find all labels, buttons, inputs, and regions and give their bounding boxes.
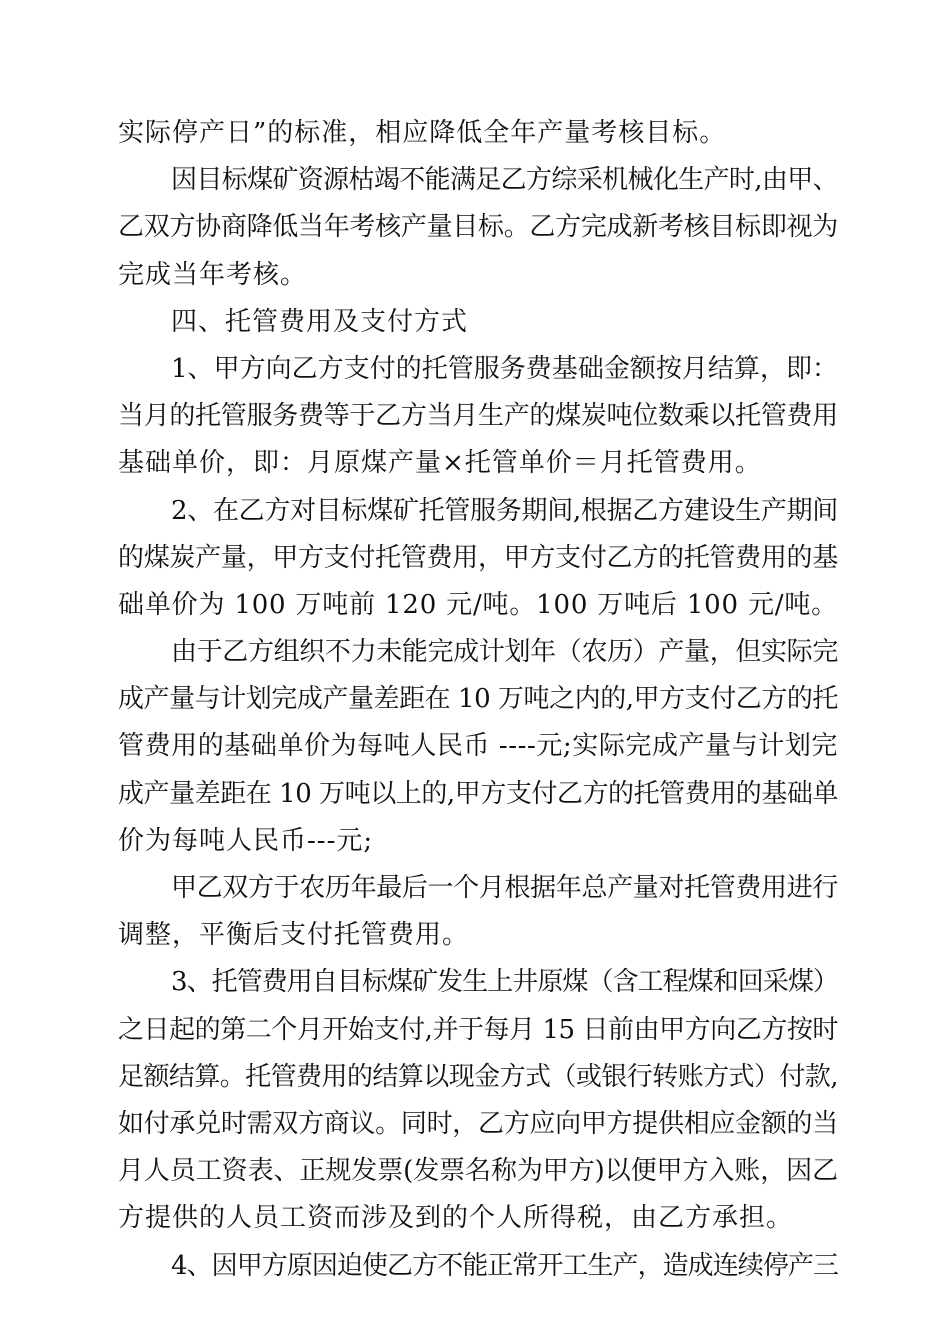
text-line: 1、甲方向乙方支付的托管服务费基础金额按月结算，即： [171, 353, 838, 384]
text-line: 价为每吨人民币---元; [118, 825, 374, 856]
text-line: 完成当年考核。 [118, 259, 308, 290]
text-line: 因目标煤矿资源枯竭不能满足乙方综采机械化生产时,由甲、 [171, 165, 838, 196]
text-line: 成产量差距在 10 万吨以上的,甲方支付乙方的托管费用的基础单 [118, 778, 838, 809]
text-line: 月人员工资表、正规发票(发票名称为甲方)以便甲方入账，因乙 [118, 1156, 838, 1187]
text-line: 甲乙双方于农历年最后一个月根据年总产量对托管费用进行 [171, 873, 838, 903]
text-line: 乙双方协商降低当年考核产量目标。乙方完成新考核目标即视为 [118, 212, 838, 243]
text-line: 的煤炭产量，甲方支付托管费用，甲方支付乙方的托管费用的基 [118, 542, 838, 573]
text-line: 足额结算。托管费用的结算以现金方式（或银行转账方式）付款, [118, 1061, 838, 1092]
text-line: 4、因甲方原因迫使乙方不能正常开工生产，造成连续停产三 [171, 1250, 838, 1281]
text-line: 方提供的人员工资而涉及到的个人所得税，由乙方承担。 [118, 1203, 794, 1234]
text-line: 实际停产日”的标准，相应降低全年产量考核目标。 [118, 118, 727, 148]
text-line: 基础单价，即：月原煤产量×托管单价＝月托管费用。 [118, 448, 762, 479]
text-line: 成产量与计划完成产量差距在 10 万吨之内的,甲方支付乙方的托 [118, 684, 838, 715]
text-line: 由于乙方组织不力未能完成计划年（农历）产量，但实际完 [171, 637, 838, 668]
text-line: 2、在乙方对目标煤矿托管服务期间,根据乙方建设生产期间 [171, 495, 838, 526]
text-line: 四、托管费用及支付方式 [171, 306, 469, 337]
text-line: 之日起的第二个月开始支付,并于每月 15 日前由甲方向乙方按时 [118, 1014, 838, 1045]
document-body [118, 110, 838, 1290]
text-line: 如付承兑时需双方商议。同时，乙方应向甲方提供相应金额的当 [118, 1108, 838, 1139]
text-line: 调整，平衡后支付托管费用。 [118, 920, 470, 951]
text-line: 管费用的基础单价为每吨人民币 ----元;实际完成产量与计划完 [118, 731, 838, 762]
text-line: 础单价为 100 万吨前 120 元/吨。100 万吨后 100 元/吨。 [118, 589, 838, 620]
text-line: 3、托管费用自目标煤矿发生上井原煤（含工程煤和回采煤） [171, 967, 838, 998]
text-line: 当月的托管服务费等于乙方当月生产的煤炭吨位数乘以托管费用 [118, 401, 838, 432]
